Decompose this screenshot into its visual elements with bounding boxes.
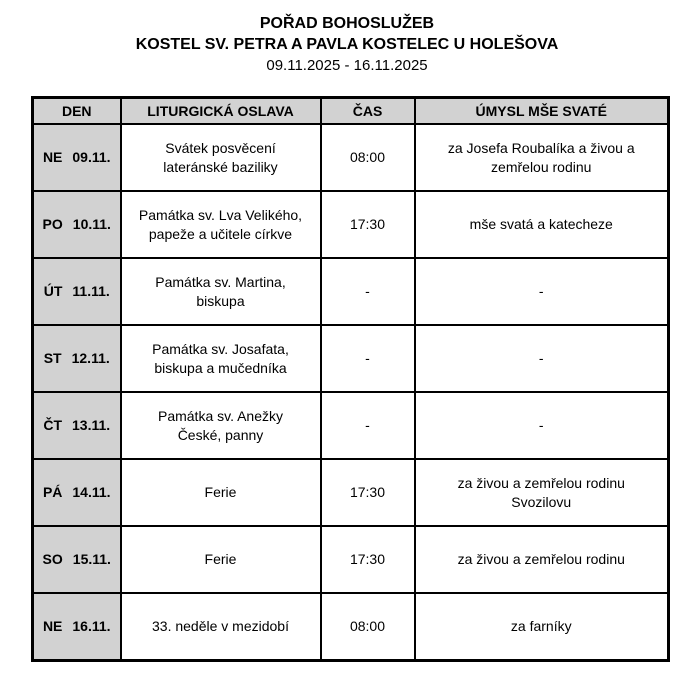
- schedule-table: [31, 96, 670, 662]
- intention-cell: -: [415, 392, 669, 459]
- time-cell: 08:00: [321, 593, 415, 660]
- day-abbr: PÁ: [42, 484, 63, 500]
- day-cell: [33, 392, 121, 459]
- day-abbr: SO: [42, 551, 63, 567]
- celebration-cell: Svátek posvěcení lateránské baziliky: [121, 124, 321, 191]
- celebration-cell: Památka sv. Anežky České, panny: [121, 392, 321, 459]
- day-date: 10.11.: [72, 216, 111, 232]
- intention-cell: mše svatá a katecheze: [415, 191, 669, 258]
- table-row: [33, 258, 669, 325]
- table-row: [33, 526, 669, 593]
- day-date: 13.11.: [72, 417, 111, 433]
- day-date: 14.11.: [72, 484, 111, 500]
- day-cell: [33, 258, 121, 325]
- table-row: [33, 124, 669, 191]
- day-date: 11.11.: [72, 283, 110, 299]
- day-date: 12.11.: [71, 350, 110, 366]
- day-date: 16.11.: [72, 617, 111, 634]
- day-cell: [33, 191, 121, 258]
- column-header-den: DEN: [33, 98, 121, 125]
- celebration-cell: Ferie: [121, 526, 321, 593]
- day-abbr: ST: [43, 350, 62, 366]
- celebration-cell: 33. neděle v mezidobí: [121, 593, 321, 660]
- table-row: [33, 325, 669, 392]
- day-abbr: PO: [42, 216, 63, 232]
- day-cell: [33, 593, 121, 660]
- document-title: POŘAD BOHOSLUŽEB: [259, 15, 435, 32]
- document-header: [0, 0, 694, 76]
- celebration-cell: Ferie: [121, 459, 321, 526]
- day-abbr: ČT: [43, 417, 62, 433]
- day-abbr: NE: [42, 617, 63, 634]
- intention-cell: -: [415, 258, 669, 325]
- day-abbr: ÚT: [43, 283, 63, 299]
- day-date: 09.11.: [72, 149, 111, 165]
- time-cell: -: [321, 392, 415, 459]
- intention-cell: za živou a zemřelou rodinu: [415, 526, 669, 593]
- celebration-cell: Památka sv. Josafata, biskupa a mučedníka: [121, 325, 321, 392]
- day-abbr: NE: [42, 149, 63, 165]
- time-cell: 17:30: [321, 191, 415, 258]
- intention-cell: -: [415, 325, 669, 392]
- date-range: 09.11.2025 - 16.11.2025: [266, 57, 428, 74]
- table-row: [33, 191, 669, 258]
- column-header-umysl-mse-svate: ÚMYSL MŠE SVATÉ: [415, 98, 669, 125]
- document-subtitle: KOSTEL SV. PETRA A PAVLA KOSTELEC U HOLEŠOVA: [135, 36, 559, 53]
- table-row: [33, 392, 669, 459]
- celebration-cell: Památka sv. Lva Velikého, papeže a učitele církve: [121, 191, 321, 258]
- time-cell: -: [321, 258, 415, 325]
- celebration-cell: Památka sv. Martina, biskupa: [121, 258, 321, 325]
- day-cell: [33, 124, 121, 191]
- schedule-body: [33, 124, 669, 660]
- intention-cell: za živou a zemřelou rodinu Svozilovu: [415, 459, 669, 526]
- table-row: [33, 593, 669, 660]
- day-cell: [33, 459, 121, 526]
- intention-cell: za farníky: [415, 593, 669, 660]
- day-cell: [33, 526, 121, 593]
- day-date: 15.11.: [72, 551, 111, 567]
- table-row: [33, 459, 669, 526]
- time-cell: -: [321, 325, 415, 392]
- intention-cell: za Josefa Roubalíka a živou a zemřelou rodinu: [415, 124, 669, 191]
- day-cell: [33, 325, 121, 392]
- column-header-liturgicka-oslava: LITURGICKÁ OSLAVA: [121, 98, 321, 125]
- time-cell: 17:30: [321, 459, 415, 526]
- column-header-cas: ČAS: [321, 98, 415, 125]
- time-cell: 08:00: [321, 124, 415, 191]
- time-cell: 17:30: [321, 526, 415, 593]
- table-header-row: [33, 98, 669, 125]
